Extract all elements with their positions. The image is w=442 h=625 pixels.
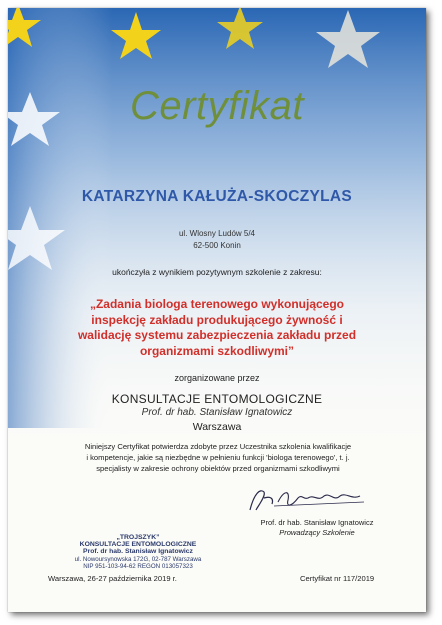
confirmation-paragraph xyxy=(48,441,388,474)
recipient-address-street: ul. Wlosny Ludów 5/4 xyxy=(178,229,256,238)
stamp-line: NIP 951-103-94-62 REGON 013057323 xyxy=(83,562,193,570)
organizer-person: Prof. dr hab. Stanisław Ignatowicz xyxy=(141,407,293,418)
course-title-line: organizmami szkodliwymi” xyxy=(139,343,295,358)
course-title xyxy=(8,297,426,359)
completed-statement: ukończyła z wynikiem pozytywnym szkolenie z zakresu: xyxy=(112,267,322,277)
certificate-number: Certyfikat nr 117/2019 xyxy=(300,574,375,583)
organized-by-label: zorganizowane przez xyxy=(174,373,260,383)
certificate-sheet xyxy=(8,8,426,612)
confirmation-line: Niniejszy Certyfikat potwierdza zdobyte przez Uczestnika szkolenia kwalifikacje xyxy=(84,442,352,451)
confirmation-line: specjalisty w zakresie ochrony obiektów przed organizmami szkodliwymi xyxy=(96,464,340,473)
recipient-name: KATARZYNA KAŁUŻA-SKOCZYLAS xyxy=(81,188,353,205)
course-title-line: „Zadania biologa terenowego wykonującego xyxy=(89,297,345,311)
organizer-stamp xyxy=(68,534,208,570)
stamp-line: Prof. dr hab. Stanisław Ignatowicz xyxy=(83,548,193,556)
stamp-line: KONSULTACJE ENTOMOLOGICZNE xyxy=(79,541,197,549)
course-title-line: inspekcję zakładu produkującego żywność i xyxy=(91,312,343,327)
stamp-line: ul. Nowoursynowska 172G, 02-787 Warszawa xyxy=(74,555,202,563)
course-title-line: walidację systemu zabezpieczenia zakładu przed xyxy=(77,328,357,342)
organizer-name: KONSULTACJE ENTOMOLOGICZNE xyxy=(111,392,323,406)
signature-block xyxy=(232,518,402,538)
date-place: Warszawa, 26-27 października 2019 r. xyxy=(48,574,177,583)
recipient-address-city: 62-500 Konin xyxy=(193,241,241,250)
handwritten-signature xyxy=(244,484,374,518)
signatory-role: Prowadzący Szkolenie xyxy=(279,528,355,537)
certificate-title: Certyfikat xyxy=(130,84,304,128)
organizer-city: Warszawa xyxy=(192,421,242,433)
stamp-line: „TROJSZYK” xyxy=(116,534,160,541)
confirmation-line: i kompetencje, jakie są niezbędne w pełnieniu funkcji 'biologa terenowego', t. j. xyxy=(86,453,350,462)
signatory-name: Prof. dr hab. Stanisław Ignatowicz xyxy=(260,518,374,527)
